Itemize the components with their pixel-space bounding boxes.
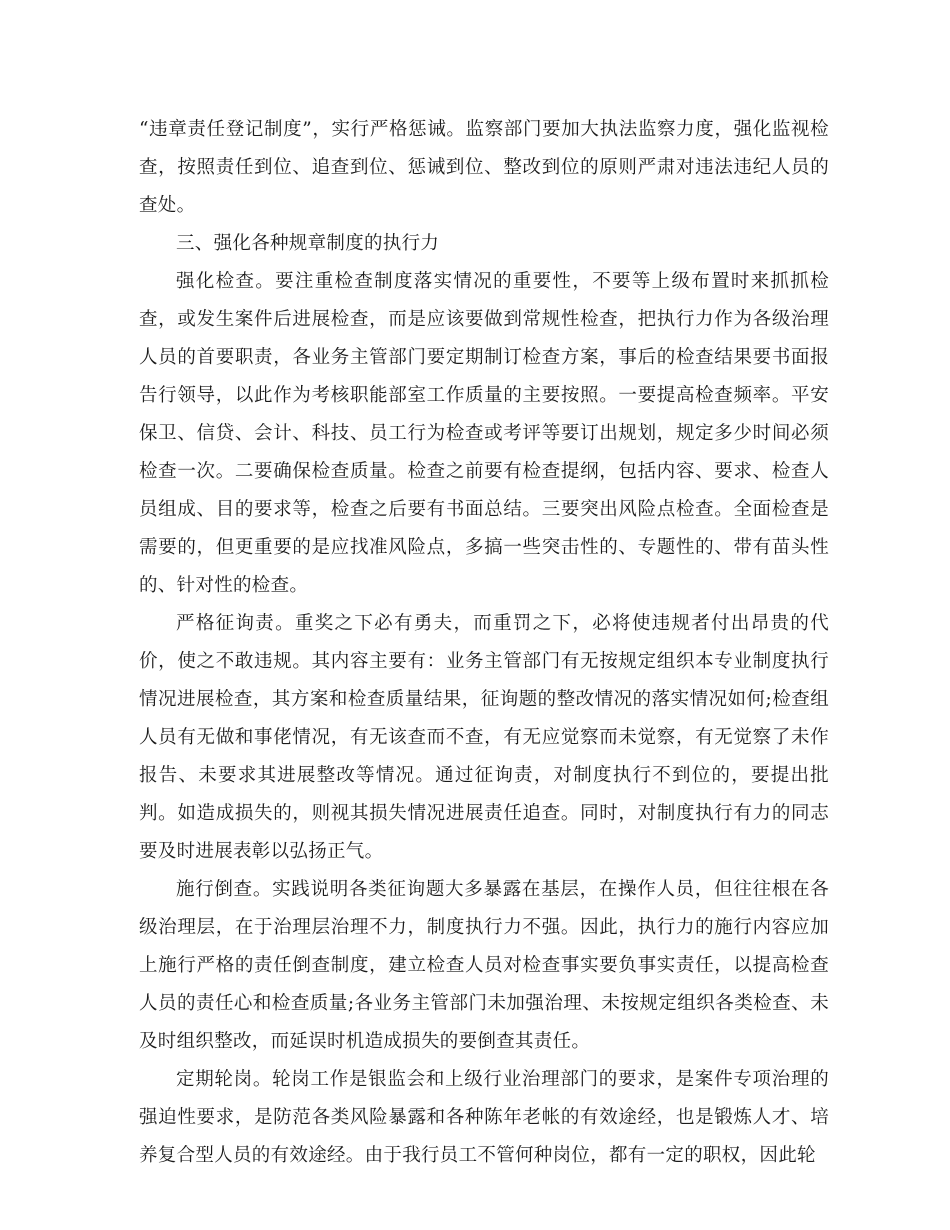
document-body (139, 111, 829, 1175)
paragraph-continuation: “违章责任登记制度”，实行严格惩诫。监察部门要加大执法监察力度，强化监视检查，按照责任到位、追查到位、惩诫到位、整改到位的原则严肃对违法违纪人员的查处。 (139, 119, 829, 216)
paragraph-strengthen-inspection: 强化检查。要注重检查制度落实情况的重要性，不要等上级布置时来抓抓检查，或发生案件后进展检查，而是应该要做到常规性检查，把执行力作为各级治理人员的首要职责，各业务主管部门要定期制订检查方案，事后的检查结果要书面报告行领导，以此作为考核职能部室工作质量的主要按照。一要提高检查频率。平安保卫、信贷、会计、科技、员工行为检查或考评等要订出规划，规定多少时间必须检查一次。二要确保检查质量。检查之前要有检查提纲，包括内容、要求、检查人员组成、目的要求等，检查之后要有书面总结。三要突出风险点检查。全面检查是需要的，但更重要的是应找准风险点，多搞一些突击性的、专题性的、带有苗头性的、针对性的检查。 (139, 271, 829, 596)
paragraph-reverse-check: 施行倒查。实践说明各类征询题大多暴露在基层，在操作人员，但往往根在各级治理层，在于治理层治理不力，制度执行力不强。因此，执行力的施行内容应加上施行严格的责任倒查制度，建立检查人员对检查事实要负事实责任，以提高检查人员的责任心和检查质量;各业务主管部门未加强治理、未按规定组织各类检查、未及时组织整改，而延误时机造成损失的要倒查其责任。 (139, 879, 829, 1052)
paragraph-strict-accountability: 严格征询责。重奖之下必有勇夫，而重罚之下，必将使违规者付出昂贵的代价，使之不敢违规。其内容主要有：业务主管部门有无按规定组织本专业制度执行情况进展检查，其方案和检查质量结果，征询题的整改情况的落实情况如何;检查组人员有无做和事佬情况，有无该查而不查，有无应觉察而未觉察，有无觉察了未作报告、未要求其进展整改等情况。通过征询责，对制度执行不到位的，要提出批判。如造成损失的，则视其损失情况进展责任追查。同时，对制度执行有力的同志要及时进展表彰以弘扬正气。 (139, 613, 829, 862)
section-heading: 三、强化各种规章制度的执行力 (176, 233, 440, 254)
paragraph-job-rotation: 定期轮岗。轮岗工作是银监会和上级行业治理部门的要求，是案件专项治理的强迫性要求，是防范各类风险暴露和各种陈年老帐的有效途经，也是锻炼人才、培养复合型人员的有效途经。由于我行员工不管何种岗位，都有一定的职权，因此轮 (139, 1069, 829, 1166)
